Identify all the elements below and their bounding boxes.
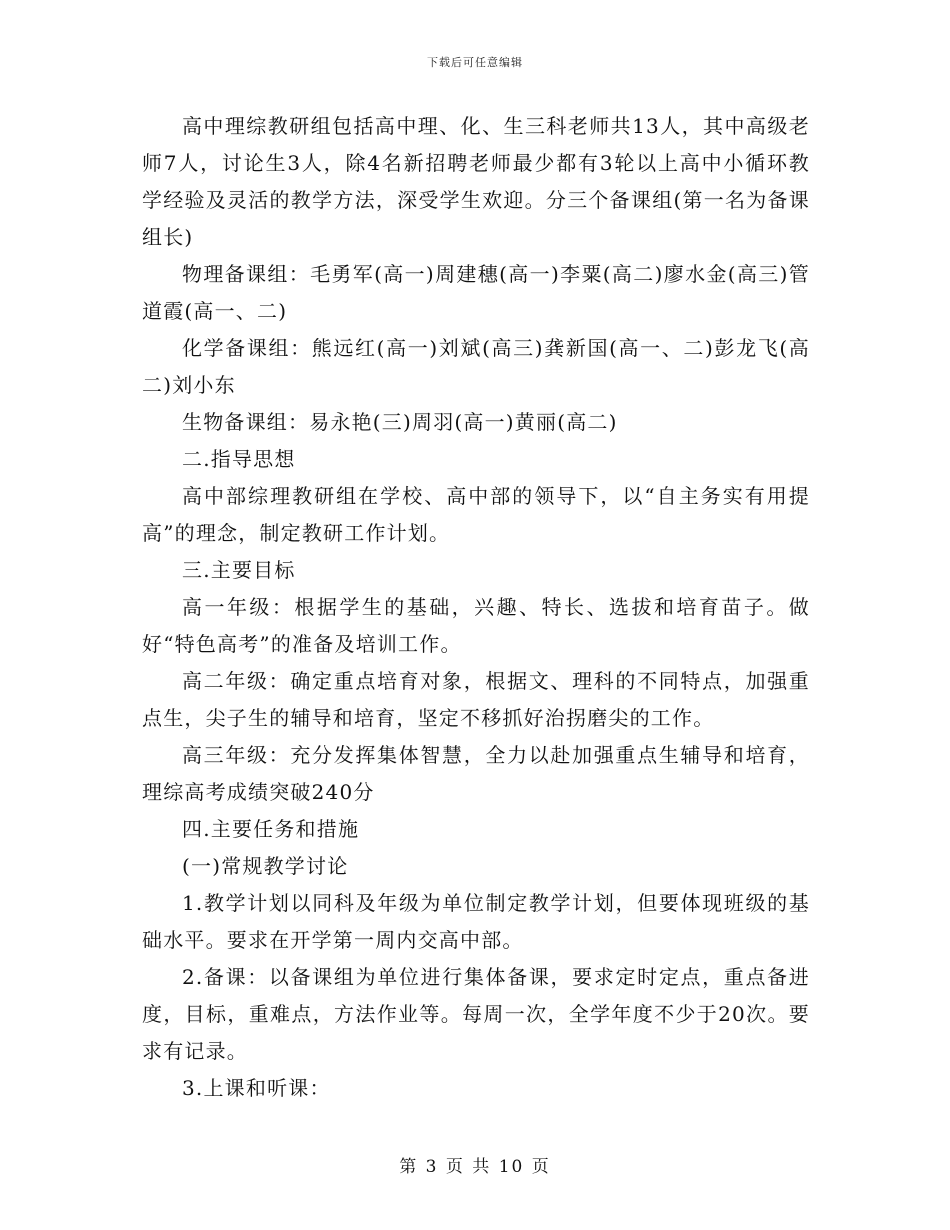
list-item-lesson-prep: 2.备课：以备课组为单位进行集体备课，要求定时定点，重点备进度，目标，重难点，方法作业等。每周一次，全学年度不少于20次。要求有记录。 — [142, 965, 810, 1063]
section-heading-guiding-ideas: 二.指导思想 — [182, 447, 296, 471]
list-item-teaching-plan: 1.教学计划以同科及年级为单位制定教学计划，但要体现班级的基础水平。要求在开学第一周内交高中部。 — [142, 891, 810, 952]
paragraph-physics-group: 物理备课组：毛勇军(高一)周建穗(高一)李粟(高二)廖水金(高三)管道霞(高一、二) — [142, 262, 810, 323]
section-heading-main-goals: 三.主要目标 — [182, 558, 296, 582]
paragraph-intro: 高中理综教研组包括高中理、化、生三科老师共13人，其中高级老师7人，讨论生3人，除4名新招聘老师最少都有3轮以上高中小循环教学经验及灵活的教学方法，深受学生欢迎。分三个备课组(第一名为备课组长) — [142, 114, 810, 249]
subsection-heading-routine: (一)常规教学讨论 — [182, 854, 349, 878]
paragraph-chemistry-group: 化学备课组：熊远红(高一)刘斌(高三)龚新国(高一、二)彭龙飞(高二)刘小东 — [142, 336, 810, 397]
list-item-classes: 3.上课和听课： — [182, 1076, 331, 1100]
section-heading-tasks: 四.主要任务和措施 — [182, 817, 360, 841]
document-body — [142, 108, 810, 1107]
paragraph-biology-group: 生物备课组：易永艳(三)周羽(高一)黄丽(高二) — [182, 410, 618, 434]
paragraph-grade-two: 高二年级：确定重点培育对象，根据文、理科的不同特点，加强重点生，尖子生的辅导和培育，坚定不移抓好治拐磨尖的工作。 — [142, 669, 810, 730]
header-note: 下载后可任意编辑 — [427, 56, 523, 69]
paragraph-grade-three: 高三年级：充分发挥集体智慧，全力以赴加强重点生辅导和培育，理综高考成绩突破240分 — [142, 743, 810, 804]
paragraph-guiding-ideas: 高中部综理教研组在学校、高中部的领导下，以“自主务实有用提高”的理念，制定教研工作计划。 — [142, 484, 810, 545]
paragraph-grade-one: 高一年级：根据学生的基础，兴趣、特长、选拔和培育苗子。做好“特色高考”的准备及培训工作。 — [142, 595, 810, 656]
page-number-footer: 第 3 页 共 10 页 — [399, 1157, 551, 1177]
